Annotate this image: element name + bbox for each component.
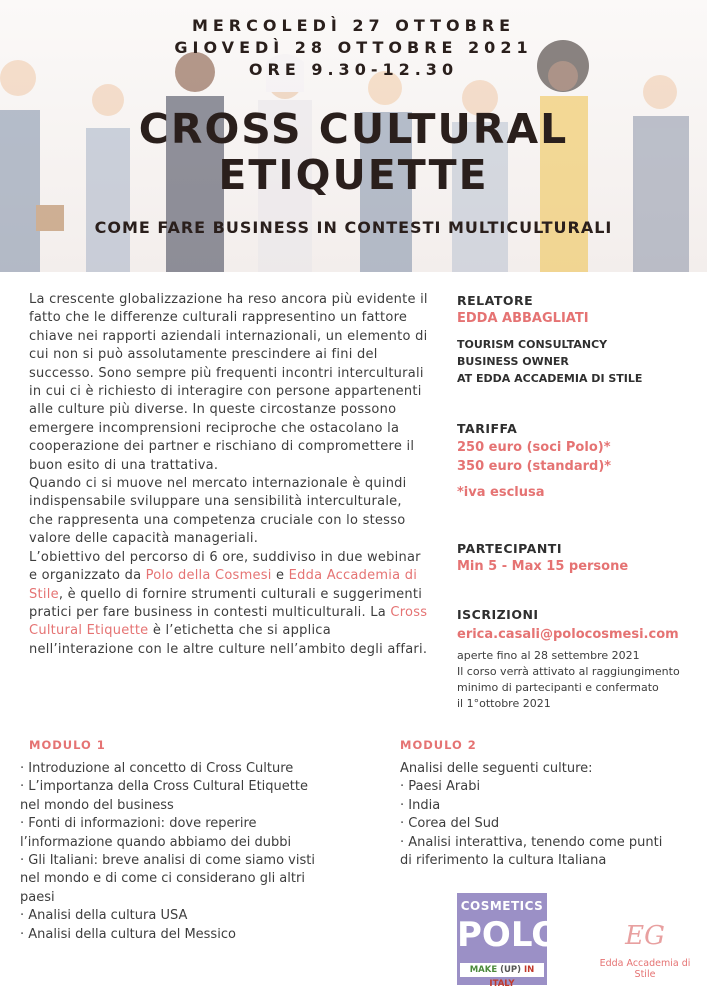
date-line-1: MERCOLEDÌ 27 OTTOBRE <box>191 16 516 35</box>
tariffa-note: *iva esclusa <box>457 485 545 500</box>
edda-accademia-link[interactable]: Edda Accademia di Stile <box>29 568 418 602</box>
relatore-name: EDDA ABBAGLIATI <box>457 311 589 326</box>
date-line-2: GIOVEDÌ 28 OTTOBRE 2021 <box>174 38 533 57</box>
list-item: nel mondo del business <box>20 797 174 813</box>
list-item: Analisi delle seguenti culture: <box>400 761 593 776</box>
iscrizioni-note-2: Il corso verrà attivato al raggiungimento <box>457 665 680 678</box>
subtitle: COME FARE BUSINESS IN CONTESTI MULTICULTURALI <box>94 218 613 237</box>
edda-accademia-logo <box>590 920 700 980</box>
polo-logo-make: MAKE <box>469 965 498 975</box>
polo-logo-main: POLO <box>457 915 561 955</box>
intro-text <box>29 291 429 659</box>
modulo-1-title: MODULO 1 <box>29 738 106 752</box>
iscrizioni-email[interactable]: erica.casali@polocosmesi.com <box>457 627 679 642</box>
cross-cultural-etiquette-link[interactable]: Cross Cultural Etiquette <box>29 604 428 639</box>
list-item: · Analisi della cultura del Messico <box>20 926 236 942</box>
polo-logo-italy: IN ITALY <box>489 965 535 989</box>
title-line-2: ETIQUETTE <box>218 151 489 199</box>
intro-text-span: e <box>271 568 289 584</box>
polo-logo-top: COSMETICS <box>460 899 544 913</box>
partecipanti-label: PARTECIPANTI <box>457 541 562 556</box>
polo-logo-up: (UP) <box>500 965 522 975</box>
relatore-role-2: BUSINESS OWNER <box>457 355 569 368</box>
list-item: di riferimento la cultura Italiana <box>400 853 607 869</box>
tariffa-standard: 350 euro (standard)* <box>457 459 612 474</box>
time-line: ORE 9.30-12.30 <box>248 60 459 79</box>
relatore-role-3: AT EDDA ACCADEMIA DI STILE <box>457 372 643 385</box>
list-item: · Paesi Arabi <box>400 779 481 795</box>
iscrizioni-label: ISCRIZIONI <box>457 607 539 622</box>
iscrizioni-note-1: aperte fino al 28 settembre 2021 <box>457 649 640 662</box>
list-item: · Gli Italiani: breve analisi di come siamo visti <box>20 853 315 869</box>
tariffa-label: TARIFFA <box>457 421 518 436</box>
intro-paragraph-2: Quando ci si muove nel mercato internazionale è quindi indispensabile sviluppare una sensibilità interculturale, che rappresenta una competenza cruciale con lo stesso valore delle capacità manageriali. <box>29 476 407 547</box>
header-banner <box>0 0 707 272</box>
modulo-1-list <box>20 760 315 944</box>
polo-cosmetics-logo <box>457 893 561 989</box>
intro-text-span: , è quello di fornire strumenti culturali e suggerimenti pratici per fare business in contesti multiculturali. La <box>29 586 423 620</box>
polo-logo-tagline <box>460 963 544 989</box>
list-item: · Analisi interattiva, tenendo come punti <box>400 834 663 850</box>
list-item: · Fonti di informazioni: dove reperire <box>20 816 257 832</box>
list-item: · Introduzione al concetto di Cross Culture <box>20 761 294 776</box>
list-item: · Analisi della cultura USA <box>20 908 188 924</box>
edda-monogram: EG <box>625 921 665 951</box>
intro-text-span: è l’etichetta che si applica nell’interazione con le altre culture nell’ambito degli affari. <box>29 623 428 657</box>
intro-text-span: L’obiettivo del percorso di 6 ore, suddiviso in due webinar e organizzato da <box>29 549 421 584</box>
iscrizioni-note-4: il 1°ottobre 2021 <box>457 697 551 710</box>
iscrizioni-note-3: minimo di partecipanti e confermato <box>457 681 659 694</box>
list-item: · L’importanza della Cross Cultural Etiquette <box>20 779 308 795</box>
list-item: · Corea del Sud <box>400 816 500 832</box>
relatore-role-1: TOURISM CONSULTANCY <box>457 338 608 351</box>
relatore-label: RELATORE <box>457 293 534 308</box>
partecipanti-value: Min 5 - Max 15 persone <box>457 559 629 574</box>
intro-paragraph-3 <box>29 549 429 659</box>
list-item: l’informazione quando abbiamo dei dubbi <box>20 834 292 850</box>
list-item: nel mondo e di come ci considerano gli altri <box>20 871 305 887</box>
edda-logo-name: Edda Accademia di Stile <box>599 958 691 980</box>
list-item: · India <box>400 797 441 813</box>
list-item: paesi <box>20 889 55 905</box>
modulo-2-title: MODULO 2 <box>400 738 477 752</box>
modulo-2-list <box>400 760 662 870</box>
tariffa-soci: 250 euro (soci Polo)* <box>457 440 611 455</box>
title-line-1: CROSS CULTURAL <box>138 105 569 153</box>
polo-cosmesi-link[interactable]: Polo della Cosmesi <box>145 568 272 584</box>
intro-paragraph-1: La crescente globalizzazione ha reso ancora più evidente il fatto che le differenze culturali rappresentino un fattore chiave nei rapporti aziendali internazionali, un elemento di cui non si può assolutamente prescindere ai fini del successo. Sono sempre più frequenti incontri interculturali in cui ci è richiesto di interagire con persone appartenenti alle culture più diverse. In queste circostanze possono emergere incomprensioni reciproche che ostacolano la cooperazione dei partner e rischiano di compromettere il buon esito di una trattativa. <box>29 292 428 473</box>
